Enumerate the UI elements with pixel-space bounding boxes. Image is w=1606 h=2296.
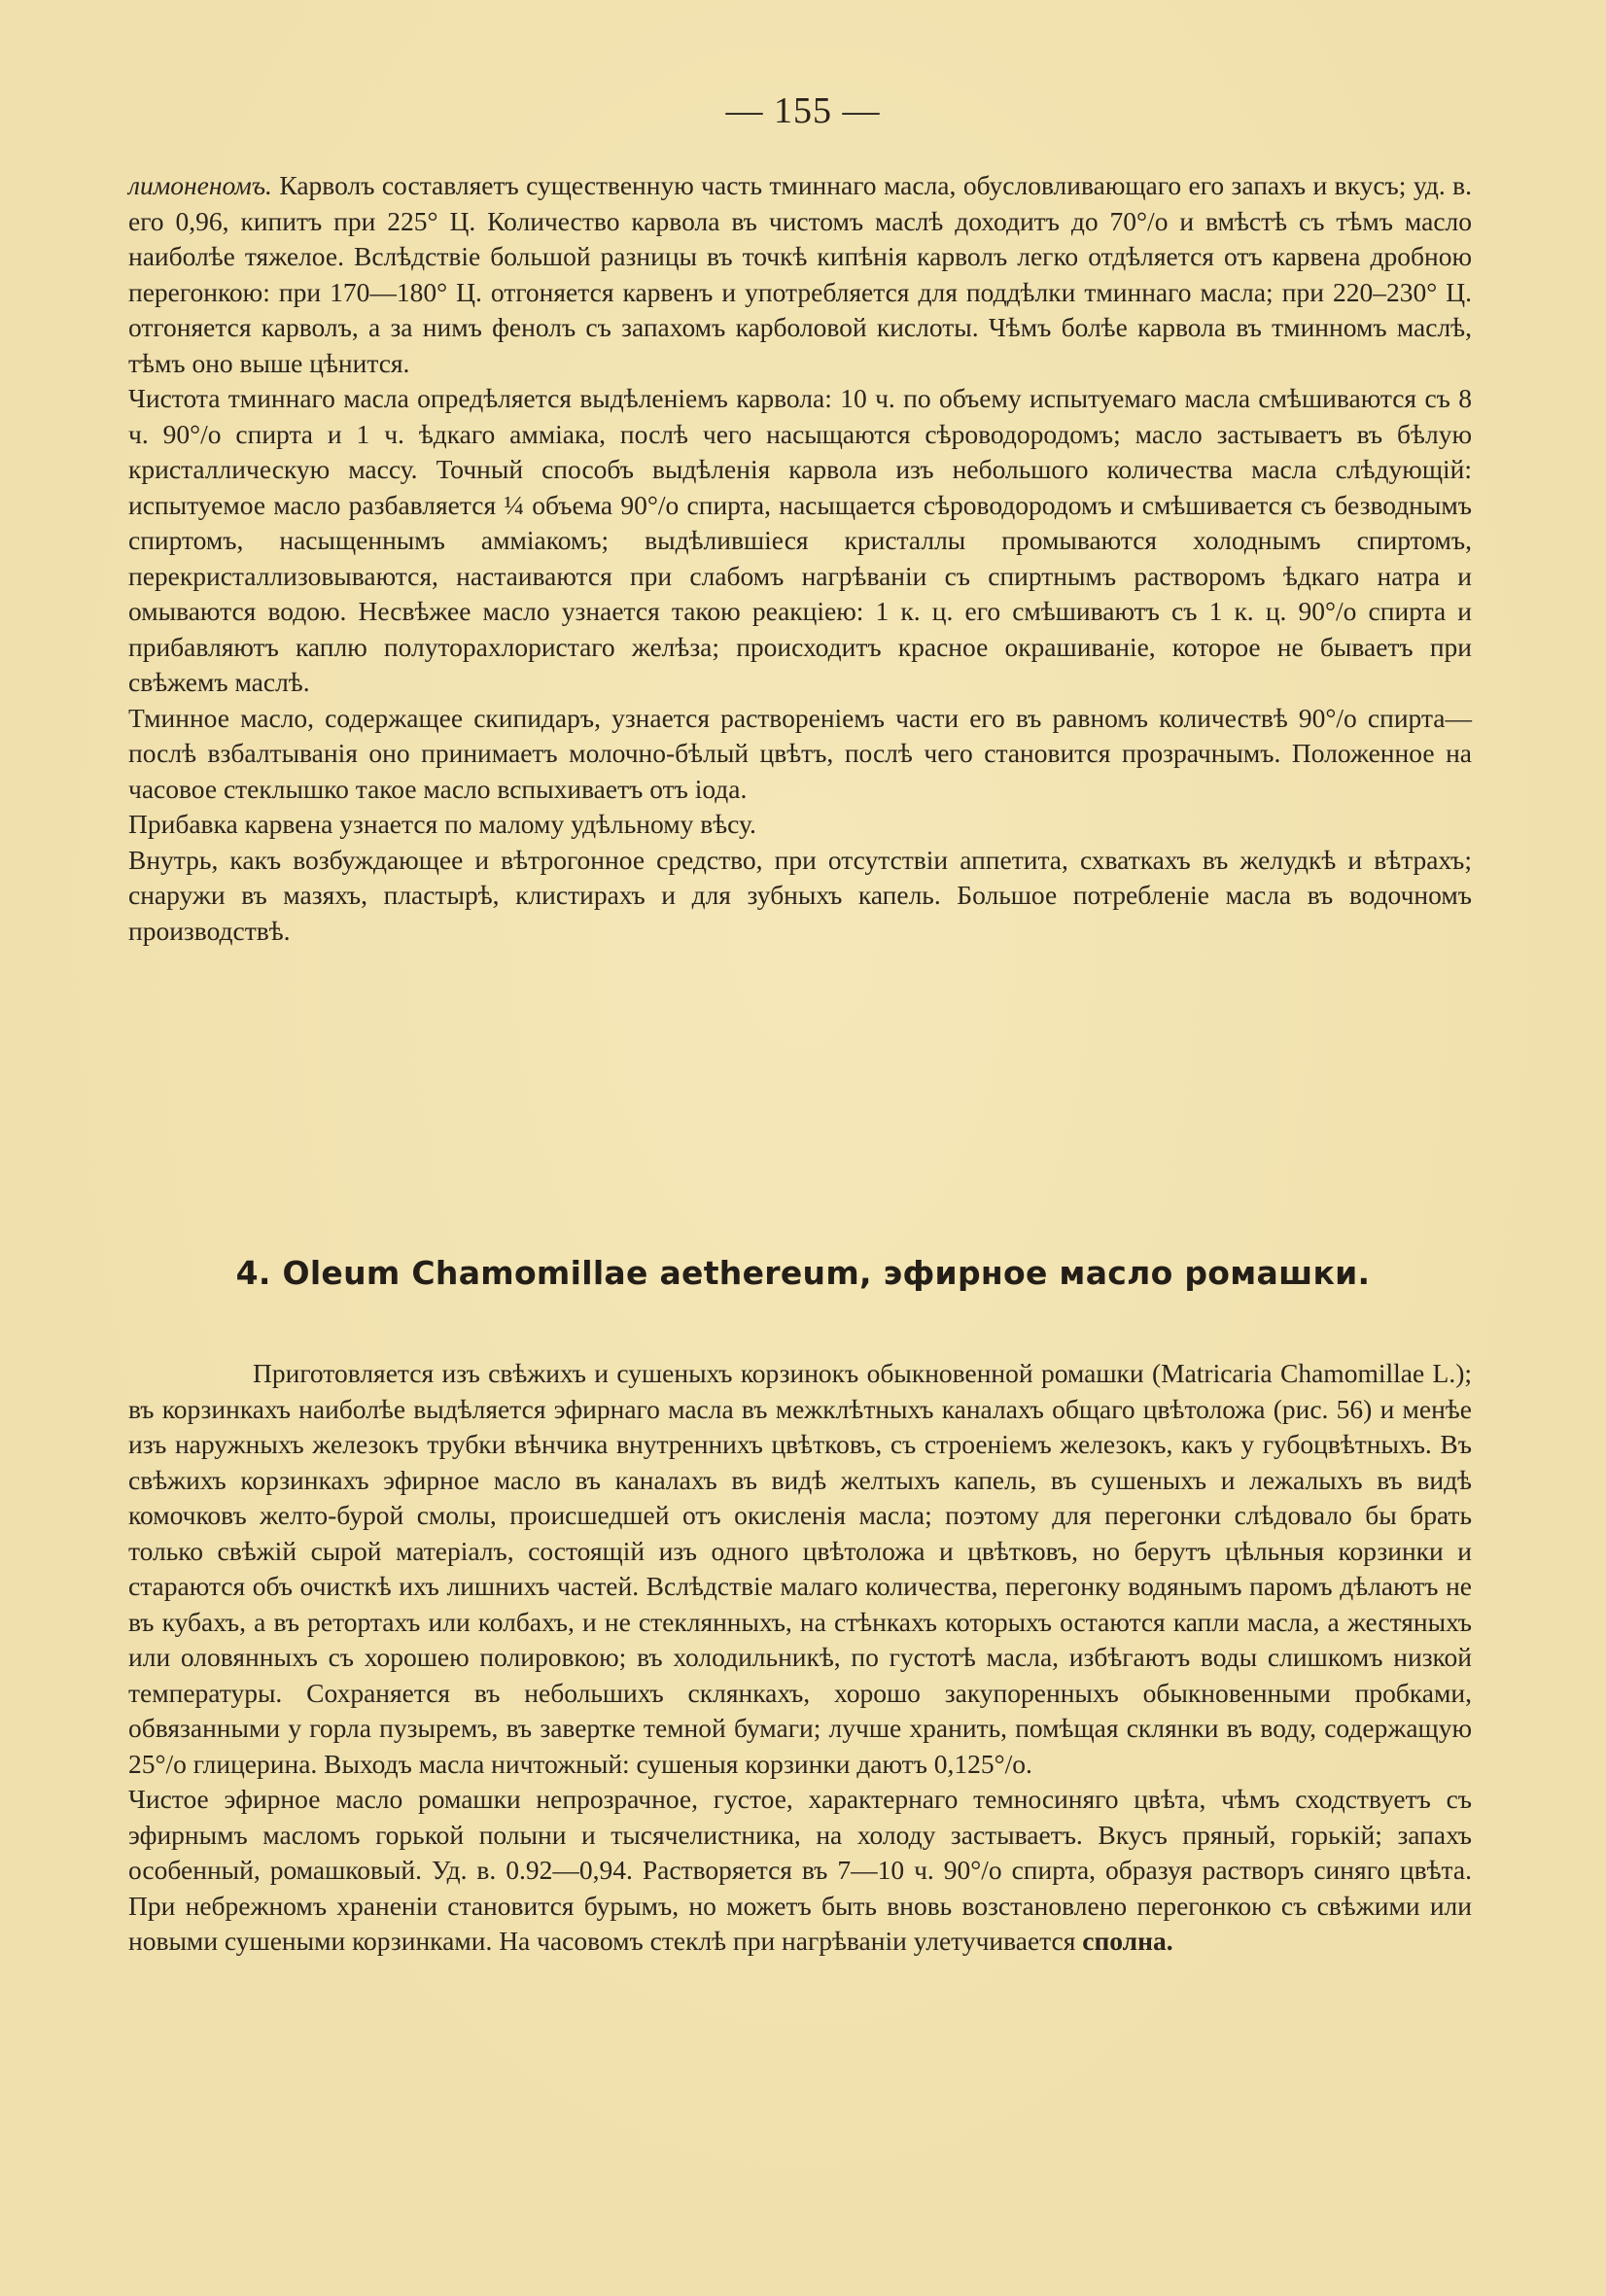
chamomile-oil-section bbox=[128, 1356, 1472, 1960]
section-heading: 4. Oleum Chamomillae aethereum, эфирное масло ромашки. bbox=[235, 1254, 1371, 1292]
paragraph-text: Карволъ составляетъ существенную часть тминнаго масла, обусловливающаго его запахъ и вкусъ; уд. в. его 0,96, кипитъ при 225° Ц. Количество карвола въ чистомъ маслѣ доходитъ до 70°/o и вмѣстѣ съ тѣмъ масло наиболѣе тяжелое. Вслѣдствіе большой разницы въ точкѣ кипѣнія карволъ легко отдѣляется отъ карвена дробною перегонкою: при 170—180° Ц. отгоняется карвенъ и употребляется для поддѣлки тминнаго масла; при 220–230° Ц. отгоняется карволъ, а за нимъ фенолъ съ запахомъ карболовой кислоты. Чѣмъ болѣе карвола въ тминномъ маслѣ, тѣмъ оно выше цѣнится. bbox=[128, 170, 1472, 378]
bold-final-word: сполна. bbox=[1082, 1926, 1173, 1956]
page-number: — 155 — bbox=[725, 90, 881, 131]
paragraph-carvol bbox=[128, 168, 1472, 381]
paragraph-turpentine: Тминное масло, содержащее скипидаръ, узнается раствореніемъ части его въ равномъ количествѣ 90°/o спирта—послѣ взбалтыванія оно принимаетъ молочно-бѣлый цвѣтъ, послѣ чего становится прозрачнымъ. Положенное на часовое стеклышко такое масло вспыхиваетъ отъ іода. bbox=[128, 702, 1472, 804]
caraway-oil-section bbox=[128, 168, 1472, 949]
paragraph-properties bbox=[128, 1782, 1472, 1960]
paragraph-preparation: Приготовляется изъ свѣжихъ и сушеныхъ корзинокъ обыкновенной ромашки (Matricaria Chamomillae L.); въ корзинкахъ наиболѣе выдѣляется эфирнаго масла въ межклѣтныхъ каналахъ общаго цвѣтоложа (рис. 56) и менѣе изъ наружныхъ железокъ трубки вѣнчика внутреннихъ цвѣтковъ, съ строеніемъ железокъ, какъ у губоцвѣтныхъ. Въ свѣжихъ корзинкахъ эфирное масло въ каналахъ въ видѣ желтыхъ капель, въ сушеныхъ и лежалыхъ въ видѣ комочковъ желто-бурой смолы, происшедшей отъ окисленія масла; поэтому для перегонки слѣдовало бы брать только свѣжій сырой матеріалъ, состоящій изъ одного цвѣтоложа и цвѣтковъ, но берутъ цѣльныя корзинки и стараются объ очисткѣ ихъ лишнихъ частей. Вслѣдствіе малаго количества, перегонку водянымъ паромъ дѣлаютъ не въ кубахъ, а въ ретортахъ или колбахъ, и не стеклянныхъ, на стѣнкахъ которыхъ остаются капли масла, а жестяныхъ или оловянныхъ съ хорошею полировкою; въ холодильникѣ, по густотѣ масла, избѣгаютъ воды слишкомъ низкой температуры. Сохраняется въ небольшихъ склянкахъ, хорошо закупоренныхъ обыкновенными пробками, обвязанными у горла пузыремъ, въ завертке темной бумаги; лучше хранить, помѣщая склянки въ воду, содержащую 25°/o глицерина. Выходъ масла ничтожный: сушеныя корзинки даютъ 0,125°/o. bbox=[128, 1358, 1472, 1779]
paragraph-text: Чистое эфирное масло ромашки непрозрачное, густое, характернаго темносиняго цвѣта, чѣмъ сходствуетъ съ эфирнымъ масломъ горькой полыни и тысячелистника, на холоду застываетъ. Вкусъ пряный, горькій; запахъ особенный, ромашковый. Уд. в. 0.92—0,94. Растворяется въ 7—10 ч. 90°/o спирта, образуя растворъ синяго цвѣта. При небрежномъ храненіи становится бурымъ, но можетъ быть вновь возстановлено перегонкою съ свѣжими или новыми сушеными корзинками. На часовомъ стеклѣ при нагрѣваніи улетучивается bbox=[128, 1784, 1472, 1956]
paragraph-usage: Внутрь, какъ возбуждающее и вѣтрогонное средство, при отсутствіи аппетита, схваткахъ въ желудкѣ и вѣтрахъ; снаружи въ мазяхъ, пластырѣ, клистирахъ и для зубныхъ капель. Большое потребленіе масла въ водочномъ производствѣ. bbox=[128, 844, 1472, 946]
paragraph-carvene: Прибавка карвена узнается по малому удѣльному вѣсу. bbox=[128, 809, 756, 839]
italic-lead-word: лимоненомъ. bbox=[128, 170, 272, 200]
paragraph-purity: Чистота тминнаго масла опредѣляется выдѣленіемъ карвола: 10 ч. по объему испытуемаго масла смѣшиваются съ 8 ч. 90°/o спирта и 1 ч. ѣдкаго амміака, послѣ чего насыщаются сѣроводородомъ; масло застываетъ въ бѣлую кристаллическую массу. Точный способъ выдѣленія карвола изъ небольшого количества масла слѣдующій: испытуемое масло разбавляется ¼ объема 90°/o спирта, насыщается сѣроводородомъ и смѣшивается съ безводнымъ спиртомъ, насыщеннымъ амміакомъ; выдѣлившіеся кристаллы промываются холоднымъ спиртомъ, перекристаллизовываются, настаиваются при слабомъ нагрѣваніи съ спиртнымъ растворомъ ѣдкаго натра и омываются водою. Несвѣжее масло узнается такою реакціею: 1 к. ц. его смѣшиваютъ съ 1 к. ц. 90°/o спирта и прибавляютъ каплю полуторахлористаго желѣза; происходитъ красное окрашиваніе, которое не бываетъ при свѣжемъ маслѣ. bbox=[128, 383, 1472, 697]
